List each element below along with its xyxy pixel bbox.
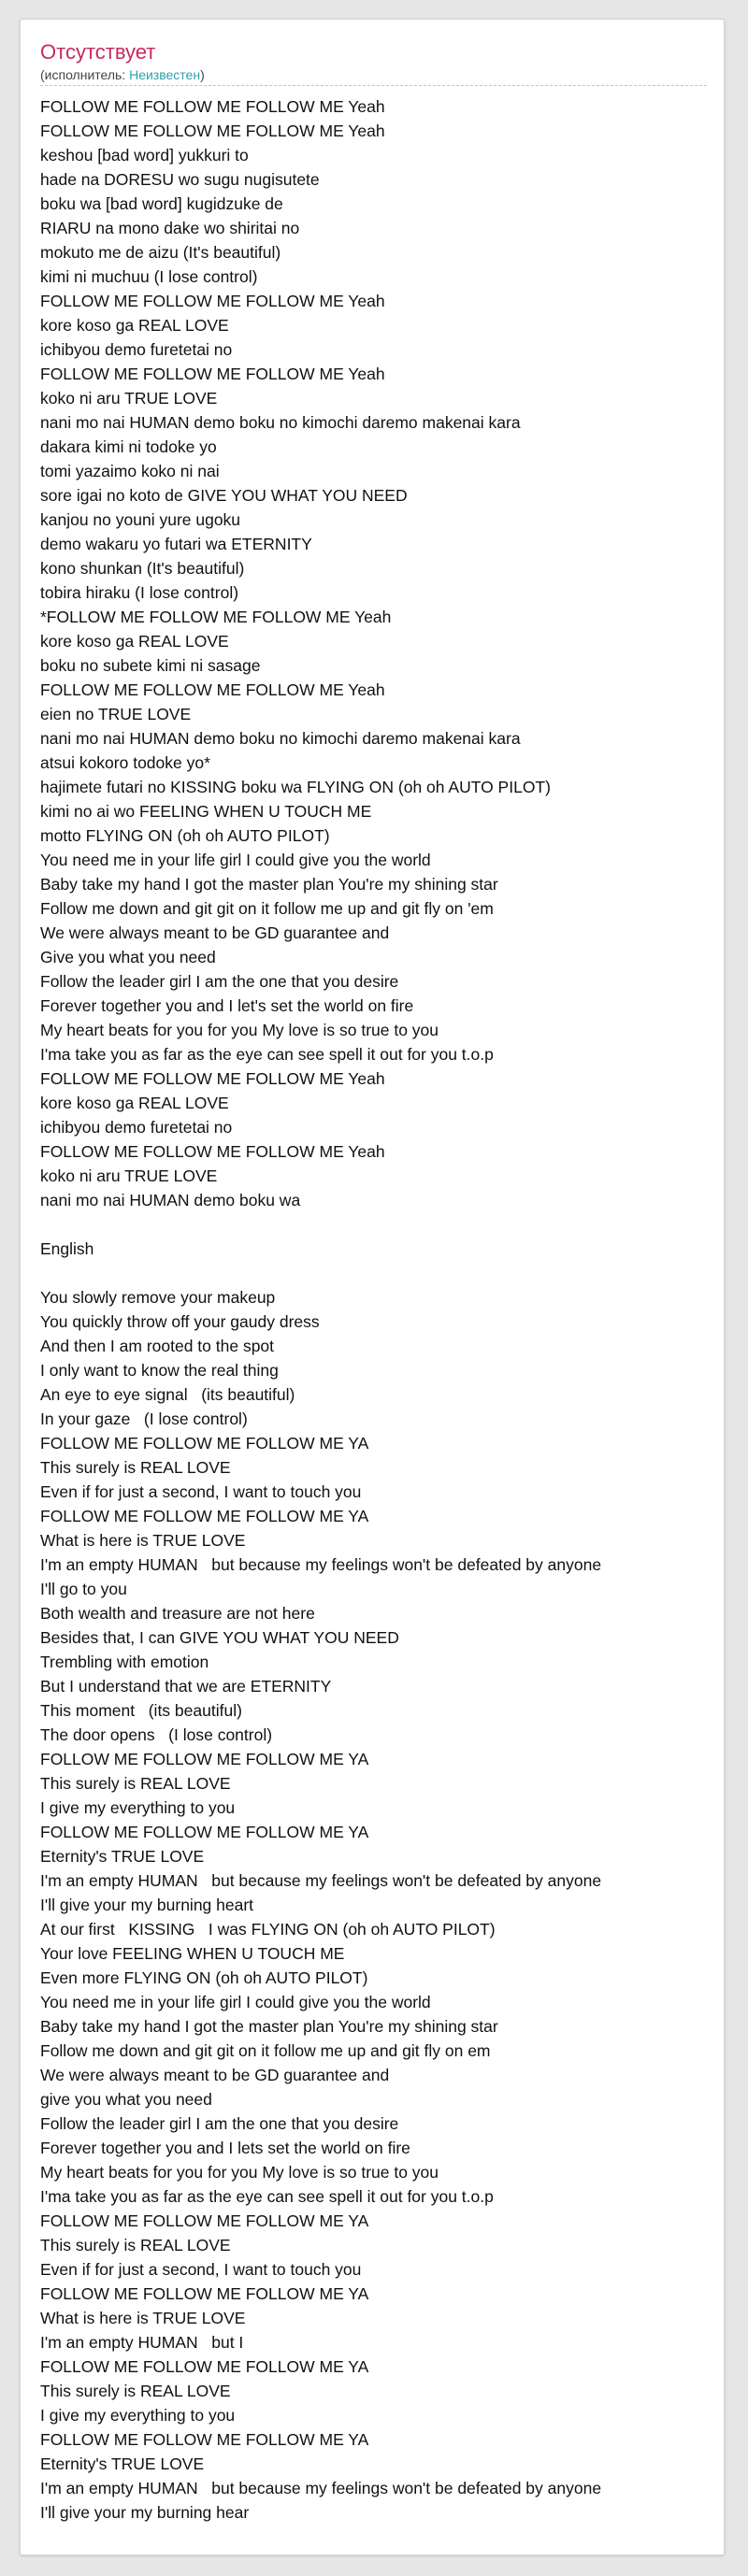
header-divider	[40, 85, 707, 86]
lyric-line: I'm an empty HUMAN but I	[40, 2333, 244, 2352]
lyric-line: This surely is REAL LOVE	[40, 2236, 231, 2254]
lyric-line: FOLLOW ME FOLLOW ME FOLLOW ME YA	[40, 2430, 369, 2449]
lyric-line: Follow me down and git git on it follow me up and git fly on em	[40, 2041, 491, 2060]
lyric-line: Both wealth and treasure are not here	[40, 1604, 315, 1623]
lyric-line: We were always meant to be GD guarantee and	[40, 2066, 390, 2084]
lyric-line: FOLLOW ME FOLLOW ME FOLLOW ME YA	[40, 2284, 369, 2303]
lyric-line: kore koso ga REAL LOVE	[40, 316, 229, 335]
lyric-line	[40, 1261, 713, 1285]
lyric-line: ichibyou demo furetetai no	[40, 1118, 233, 1137]
lyric-line: My heart beats for you for you My love is so true to you	[40, 2163, 439, 2182]
lyric-line: FOLLOW ME FOLLOW ME FOLLOW ME Yeah	[40, 292, 385, 310]
lyric-line: FOLLOW ME FOLLOW ME FOLLOW ME YA	[40, 1507, 369, 1525]
lyric-line: boku no subete kimi ni sasage	[40, 656, 261, 675]
lyric-line: mokuto me de aizu (It's beautiful)	[40, 243, 281, 262]
lyric-line: Even if for just a second, I want to touch you	[40, 1482, 362, 1501]
lyric-line: atsui kokoro todoke yo*	[40, 753, 210, 772]
lyric-line: FOLLOW ME FOLLOW ME FOLLOW ME Yeah	[40, 365, 385, 383]
lyric-line: FOLLOW ME FOLLOW ME FOLLOW ME Yeah	[40, 680, 385, 699]
lyric-line: koko ni aru TRUE LOVE	[40, 1166, 218, 1185]
lyric-line: Even if for just a second, I want to touch you	[40, 2260, 362, 2279]
lyric-line: *FOLLOW ME FOLLOW ME FOLLOW ME Yeah	[40, 608, 392, 626]
lyric-line: I only want to know the real thing	[40, 1361, 279, 1380]
lyric-line: kore koso ga REAL LOVE	[40, 1094, 229, 1112]
lyric-line: We were always meant to be GD guarantee and	[40, 923, 390, 942]
lyric-line: FOLLOW ME FOLLOW ME FOLLOW ME Yeah	[40, 1142, 385, 1161]
lyric-line: RIARU na mono dake wo shiritai no	[40, 219, 300, 237]
lyric-line: ichibyou demo furetetai no	[40, 340, 233, 359]
lyric-line: I give my everything to you	[40, 2406, 236, 2425]
artist-prefix: (исполнитель:	[40, 67, 130, 82]
lyric-line: demo wakaru yo futari wa ETERNITY	[40, 535, 312, 553]
lyrics-body	[40, 94, 713, 2525]
lyric-line: eien no TRUE LOVE	[40, 705, 192, 723]
lyric-line: FOLLOW ME FOLLOW ME FOLLOW ME Yeah	[40, 122, 385, 140]
lyric-line: FOLLOW ME FOLLOW ME FOLLOW ME Yeah	[40, 97, 385, 116]
song-title: Отсутствует	[40, 40, 156, 64]
lyric-line: I'm an empty HUMAN but because my feelings won't be defeated by anyone	[40, 2479, 602, 2497]
lyric-line: You quickly throw off your gaudy dress	[40, 1312, 320, 1331]
artist-suffix: )	[200, 67, 205, 82]
lyric-line: hajimete futari no KISSING boku wa FLYING ON (oh oh AUTO PILOT)	[40, 778, 551, 796]
lyric-line	[40, 1212, 713, 1237]
lyric-line: I give my everything to you	[40, 1798, 236, 1817]
lyric-line: Forever together you and I let's set the world on fire	[40, 996, 414, 1015]
lyric-line: Eternity's TRUE LOVE	[40, 2454, 205, 2473]
lyric-line: motto FLYING ON (oh oh AUTO PILOT)	[40, 826, 330, 845]
lyric-line: nani mo nai HUMAN demo boku no kimochi daremo makenai kara	[40, 729, 521, 748]
lyric-line: This surely is REAL LOVE	[40, 2382, 231, 2400]
lyric-line: Follow me down and git git on it follow me up and git fly on 'em	[40, 899, 494, 918]
lyric-line: Forever together you and I lets set the world on fire	[40, 2139, 410, 2157]
lyric-line: What is here is TRUE LOVE	[40, 1531, 246, 1550]
lyric-line: FOLLOW ME FOLLOW ME FOLLOW ME YA	[40, 1823, 369, 1841]
lyric-line: I'ma take you as far as the eye can see spell it out for you t.o.p	[40, 2187, 494, 2206]
lyric-line: You need me in your life girl I could give you the world	[40, 851, 431, 869]
lyric-line: You slowly remove your makeup	[40, 1288, 276, 1307]
lyric-line: keshou [bad word] yukkuri to	[40, 146, 249, 165]
lyric-line: FOLLOW ME FOLLOW ME FOLLOW ME YA	[40, 2357, 369, 2376]
lyric-line: FOLLOW ME FOLLOW ME FOLLOW ME YA	[40, 1434, 369, 1453]
lyric-line: dakara kimi ni todoke yo	[40, 437, 217, 456]
lyric-line: In your gaze (I lose control)	[40, 1410, 248, 1428]
lyric-line: kore koso ga REAL LOVE	[40, 632, 229, 651]
lyric-line: And then I am rooted to the spot	[40, 1337, 275, 1355]
lyrics-card	[20, 19, 725, 2555]
lyric-line: I'll give your my burning hear	[40, 2503, 250, 2522]
lyric-line: FOLLOW ME FOLLOW ME FOLLOW ME YA	[40, 1750, 369, 1768]
lyric-line: I'll go to you	[40, 1580, 127, 1598]
lyric-line: nani mo nai HUMAN demo boku no kimochi daremo makenai kara	[40, 413, 521, 432]
lyric-line: koko ni aru TRUE LOVE	[40, 389, 218, 408]
lyric-line: Besides that, I can GIVE YOU WHAT YOU NEED	[40, 1628, 399, 1647]
lyric-line: Follow the leader girl I am the one that you desire	[40, 2114, 399, 2133]
lyric-line: I'm an empty HUMAN but because my feelings won't be defeated by anyone	[40, 1871, 602, 1890]
lyric-line: nani mo nai HUMAN demo boku wa	[40, 1191, 301, 1209]
lyric-line: An eye to eye signal (its beautiful)	[40, 1385, 295, 1404]
lyric-line: I'll give your my burning heart	[40, 1896, 254, 1914]
lyric-line: I'm an empty HUMAN but because my feelings won't be defeated by anyone	[40, 1555, 602, 1574]
lyric-line: Even more FLYING ON (oh oh AUTO PILOT)	[40, 1968, 368, 1987]
lyric-line: At our first KISSING I was FLYING ON (oh oh AUTO PILOT)	[40, 1920, 496, 1939]
lyric-line: I'ma take you as far as the eye can see spell it out for you t.o.p	[40, 1045, 494, 1064]
lyric-line: kimi no ai wo FEELING WHEN U TOUCH ME	[40, 802, 372, 821]
lyric-line: This moment (its beautiful)	[40, 1701, 242, 1720]
lyric-line: sore igai no koto de GIVE YOU WHAT YOU NEED	[40, 486, 408, 505]
artist-link[interactable]: Неизвестен	[129, 67, 201, 82]
lyric-line: What is here is TRUE LOVE	[40, 2309, 246, 2327]
lyric-line: Follow the leader girl I am the one that you desire	[40, 972, 399, 991]
lyric-line: kono shunkan (It's beautiful)	[40, 559, 245, 578]
lyric-line: My heart beats for you for you My love is so true to you	[40, 1021, 439, 1039]
lyric-line: hade na DORESU wo sugu nugisutete	[40, 170, 320, 189]
lyric-line: give you what you need	[40, 2090, 212, 2109]
lyric-line: kanjou no youni yure ugoku	[40, 510, 241, 529]
lyric-line: But I understand that we are ETERNITY	[40, 1677, 332, 1696]
lyric-line: This surely is REAL LOVE	[40, 1774, 231, 1793]
lyric-line: Baby take my hand I got the master plan You're my shining star	[40, 875, 498, 894]
lyric-line: This surely is REAL LOVE	[40, 1458, 231, 1477]
lyric-line: tomi yazaimo koko ni nai	[40, 462, 220, 480]
lyric-line: English	[40, 1239, 94, 1258]
artist-line	[40, 66, 205, 83]
lyric-line: The door opens (I lose control)	[40, 1725, 273, 1744]
lyric-line: tobira hiraku (I lose control)	[40, 583, 239, 602]
lyric-line: Your love FEELING WHEN U TOUCH ME	[40, 1944, 345, 1963]
lyric-line: Baby take my hand I got the master plan You're my shining star	[40, 2017, 498, 2036]
lyric-line: kimi ni muchuu (I lose control)	[40, 267, 258, 286]
lyric-line: boku wa [bad word] kugidzuke de	[40, 194, 283, 213]
lyric-line: Eternity's TRUE LOVE	[40, 1847, 205, 1866]
lyric-line: Trembling with emotion	[40, 1653, 209, 1671]
lyric-line: FOLLOW ME FOLLOW ME FOLLOW ME YA	[40, 2211, 369, 2230]
lyric-line: FOLLOW ME FOLLOW ME FOLLOW ME Yeah	[40, 1069, 385, 1088]
lyric-line: You need me in your life girl I could give you the world	[40, 1993, 431, 2011]
lyric-line: Give you what you need	[40, 948, 216, 966]
